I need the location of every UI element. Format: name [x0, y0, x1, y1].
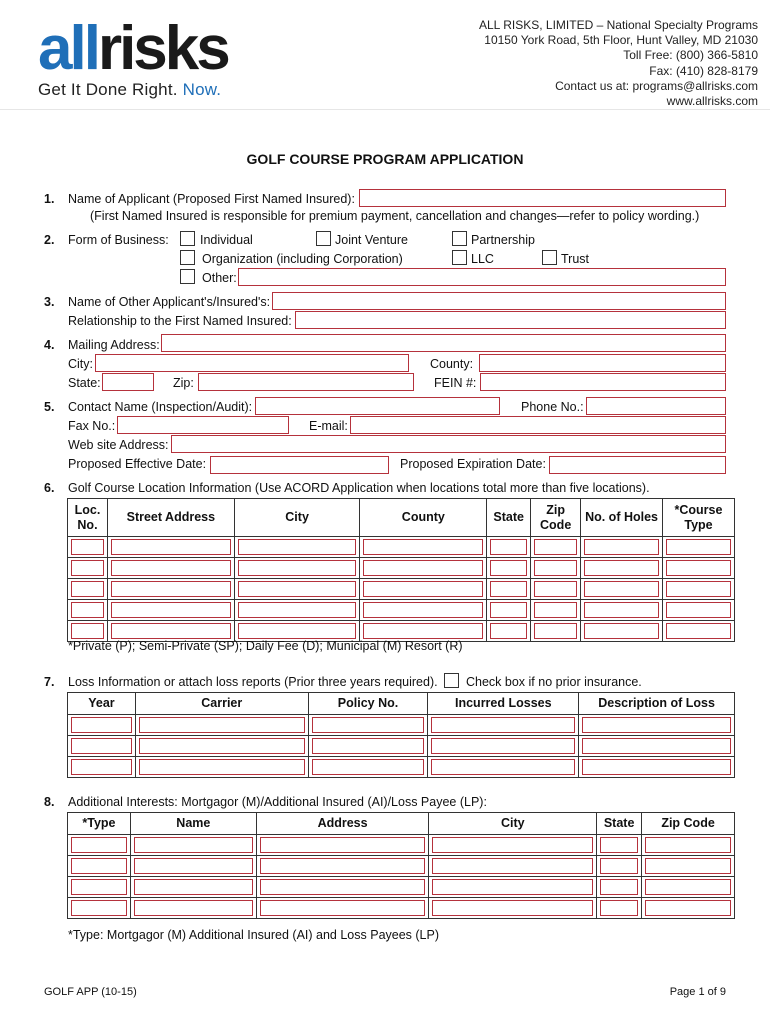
table-cell-field[interactable] [238, 581, 357, 597]
table-cell [360, 558, 487, 579]
table-cell-field[interactable] [134, 837, 253, 853]
table-cell [662, 537, 734, 558]
location-table [67, 498, 735, 642]
table-cell-field[interactable] [645, 879, 731, 895]
table-cell-field[interactable] [71, 879, 127, 895]
table-cell [581, 558, 663, 579]
form-number: GOLF APP (10-15) [44, 986, 137, 998]
table-cell-field[interactable] [71, 759, 132, 775]
table-row [68, 579, 735, 600]
table-cell [429, 898, 597, 919]
table-cell-field[interactable] [363, 560, 483, 576]
table-cell-field[interactable] [666, 602, 731, 618]
s6-number: 6. [44, 481, 55, 495]
individual-label: Individual [200, 233, 253, 247]
table-cell-field[interactable] [134, 858, 253, 874]
col-loc-no: Loc. No. [68, 499, 108, 537]
email-field[interactable] [350, 416, 726, 434]
table-cell-field[interactable] [238, 602, 357, 618]
table-cell [256, 856, 429, 877]
logo-all: all [38, 14, 98, 83]
table-cell [487, 558, 531, 579]
table-cell-field[interactable] [490, 581, 527, 597]
table-cell [234, 579, 360, 600]
zip-field[interactable] [198, 373, 414, 391]
table-cell [234, 600, 360, 621]
col-ai-zip-code: Zip Code [642, 813, 735, 835]
table-cell-field[interactable] [111, 581, 231, 597]
table-row [68, 877, 735, 898]
table-cell-field[interactable] [432, 900, 593, 916]
table-cell-field[interactable] [582, 738, 731, 754]
applicant-name-field[interactable] [359, 189, 726, 207]
zip-label: Zip: [173, 376, 194, 390]
table-row [68, 856, 735, 877]
table-cell [487, 600, 531, 621]
table-cell-field[interactable] [71, 900, 127, 916]
table-cell-field[interactable] [71, 717, 132, 733]
s2-label: Form of Business: [68, 233, 169, 247]
table-cell [429, 877, 597, 898]
s2-number: 2. [44, 233, 55, 247]
table-cell-field[interactable] [139, 738, 305, 754]
table-cell [68, 600, 108, 621]
table-cell [256, 835, 429, 856]
table-cell-field[interactable] [645, 837, 731, 853]
table-cell [579, 715, 735, 736]
s8-number: 8. [44, 795, 55, 809]
s4-number: 4. [44, 338, 55, 352]
joint-venture-checkbox[interactable] [316, 231, 331, 246]
table-cell-field[interactable] [490, 623, 527, 639]
table-cell-field[interactable] [363, 602, 483, 618]
table-cell [130, 835, 256, 856]
allrisks-logo [38, 14, 228, 100]
table-cell [360, 600, 487, 621]
col-address: Address [256, 813, 429, 835]
s7-label: Loss Information or attach loss reports (Prior three years required). [68, 675, 438, 689]
table-cell-field[interactable] [312, 717, 425, 733]
table-cell [68, 715, 136, 736]
table-cell-field[interactable] [363, 581, 483, 597]
table-cell [68, 736, 136, 757]
table-cell [581, 537, 663, 558]
table-cell-field[interactable] [238, 623, 357, 639]
email-label: E-mail: [309, 419, 348, 433]
effective-date-label: Proposed Effective Date: [68, 457, 207, 471]
table-cell [581, 621, 663, 642]
table-cell-field[interactable] [71, 837, 127, 853]
col-ai-state: State [597, 813, 642, 835]
logo-tagline: Get It Done Right. [38, 80, 178, 99]
s5-number: 5. [44, 400, 55, 414]
table-cell-field[interactable] [71, 738, 132, 754]
table-row [68, 835, 735, 856]
table-row [68, 898, 735, 919]
table-cell [130, 898, 256, 919]
col-city: City [234, 499, 360, 537]
table-cell-field[interactable] [111, 539, 231, 555]
table-cell [662, 579, 734, 600]
company-address: 10150 York Road, 5th Floor, Hunt Valley, MD 21030 [484, 33, 758, 48]
other-applicants-field[interactable] [272, 292, 726, 310]
table-cell-field[interactable] [260, 879, 426, 895]
table-cell-field[interactable] [111, 602, 231, 618]
trust-label: Trust [561, 252, 590, 266]
phone-label: Phone No.: [521, 400, 584, 414]
table-cell [68, 856, 131, 877]
website-field[interactable] [171, 435, 726, 453]
table-cell [579, 736, 735, 757]
table-cell [531, 621, 581, 642]
table-row [68, 757, 735, 778]
table-cell [256, 877, 429, 898]
table-cell-field[interactable] [71, 560, 104, 576]
col-year: Year [68, 693, 136, 715]
table-cell-field[interactable] [260, 900, 426, 916]
table-cell [429, 856, 597, 877]
table-cell [68, 877, 131, 898]
city-label: City: [68, 357, 93, 371]
table-cell [308, 736, 428, 757]
table-cell [68, 579, 108, 600]
table-cell-field[interactable] [490, 539, 527, 555]
fax-label: Fax No.: [68, 419, 116, 433]
letterhead [0, 0, 770, 110]
table-cell-field[interactable] [71, 623, 104, 639]
table-cell-field[interactable] [260, 837, 426, 853]
table-cell-field[interactable] [260, 858, 426, 874]
company-website: www.allrisks.com [666, 94, 758, 109]
table-cell-field[interactable] [666, 539, 731, 555]
mailing-address-label: Mailing Address: [68, 338, 160, 352]
mailing-address-field[interactable] [161, 334, 726, 352]
table-cell [234, 537, 360, 558]
table-cell [68, 558, 108, 579]
table-cell-field[interactable] [363, 539, 483, 555]
table-row [68, 537, 735, 558]
table-cell [360, 579, 487, 600]
table-cell-field[interactable] [111, 623, 231, 639]
loss-rows [68, 715, 735, 778]
table-cell-field[interactable] [666, 581, 731, 597]
table-cell [662, 558, 734, 579]
table-cell-field[interactable] [111, 560, 231, 576]
table-cell [642, 856, 735, 877]
table-cell-field[interactable] [432, 858, 593, 874]
table-cell-field[interactable] [71, 858, 127, 874]
table-cell-field[interactable] [139, 717, 305, 733]
individual-checkbox[interactable] [180, 231, 195, 246]
col-street-address: Street Address [107, 499, 234, 537]
table-cell [308, 757, 428, 778]
table-cell-field[interactable] [71, 602, 104, 618]
table-cell [135, 736, 308, 757]
joint-venture-label: Joint Venture [335, 233, 408, 247]
table-cell [597, 835, 642, 856]
table-cell-field[interactable] [71, 539, 104, 555]
table-cell [531, 537, 581, 558]
col-ai-city: City [429, 813, 597, 835]
table-cell-field[interactable] [645, 900, 731, 916]
other-business-field[interactable] [238, 268, 726, 286]
trust-checkbox[interactable] [542, 250, 557, 265]
fein-field[interactable] [480, 373, 726, 391]
s1-note: (First Named Insured is responsible for premium payment, cancellation and changes—refer to policy wording.) [90, 209, 700, 223]
no-prior-insurance-checkbox[interactable] [444, 673, 459, 688]
table-cell [360, 537, 487, 558]
expiration-date-label: Proposed Expiration Date: [400, 457, 546, 471]
table-cell [531, 579, 581, 600]
additional-interests-table [67, 812, 735, 919]
city-field[interactable] [95, 354, 409, 372]
col-name: Name [130, 813, 256, 835]
table-cell [68, 757, 136, 778]
col-type: *Type [68, 813, 131, 835]
table-cell [107, 558, 234, 579]
table-cell-field[interactable] [584, 539, 659, 555]
table-cell [428, 715, 579, 736]
table-cell-field[interactable] [490, 602, 527, 618]
table-cell [487, 621, 531, 642]
contact-email: Contact us at: programs@allrisks.com [555, 78, 758, 93]
table-cell-field[interactable] [431, 759, 575, 775]
table-cell [597, 898, 642, 919]
table-cell [107, 537, 234, 558]
county-field[interactable] [479, 354, 726, 372]
other-label: Other: [202, 271, 237, 285]
other-checkbox[interactable] [180, 269, 195, 284]
table-cell-field[interactable] [432, 879, 593, 895]
logo-risks: risks [97, 14, 228, 83]
table-cell [579, 757, 735, 778]
table-cell-field[interactable] [134, 900, 253, 916]
contact-name-label: Contact Name (Inspection/Audit): [68, 400, 253, 414]
table-cell-field[interactable] [238, 539, 357, 555]
page-title: GOLF COURSE PROGRAM APPLICATION [246, 151, 524, 167]
company-contact-block [479, 18, 758, 109]
table-cell [107, 579, 234, 600]
no-prior-insurance-label: Check box if no prior insurance. [466, 675, 642, 689]
table-cell [428, 757, 579, 778]
contact-name-field[interactable] [255, 397, 500, 415]
col-course-type: *Course Type [662, 499, 734, 537]
table-cell-field[interactable] [666, 560, 731, 576]
table-cell [581, 600, 663, 621]
table-cell [428, 736, 579, 757]
organization-label: Organization (including Corporation) [202, 252, 403, 266]
table-row [68, 600, 735, 621]
relationship-field[interactable] [295, 311, 726, 329]
relationship-label: Relationship to the First Named Insured: [68, 314, 292, 328]
table-cell [597, 877, 642, 898]
table-cell [487, 579, 531, 600]
table-cell [68, 537, 108, 558]
col-incurred-losses: Incurred Losses [428, 693, 579, 715]
table-cell-field[interactable] [534, 623, 577, 639]
s7-number: 7. [44, 675, 55, 689]
s1-number: 1. [44, 192, 55, 206]
effective-date-field[interactable] [210, 456, 389, 474]
table-cell [256, 898, 429, 919]
fax-field[interactable] [117, 416, 289, 434]
s3-number: 3. [44, 295, 55, 309]
table-cell-field[interactable] [600, 879, 638, 895]
col-no-of-holes: No. of Holes [581, 499, 663, 537]
table-cell-field[interactable] [431, 738, 575, 754]
table-row [68, 715, 735, 736]
s6-label: Golf Course Location Information (Use ACORD Application when locations total more than five locations). [68, 481, 650, 495]
table-cell [642, 835, 735, 856]
table-cell-field[interactable] [71, 581, 104, 597]
table-cell-field[interactable] [431, 717, 575, 733]
table-cell-field[interactable] [139, 759, 305, 775]
table-cell [107, 600, 234, 621]
page-number: Page 1 of 9 [669, 986, 726, 998]
s6-note: *Private (P); Semi-Private (SP); Daily Fee (D); Municipal (M) Resort (R) [68, 639, 463, 653]
organization-checkbox[interactable] [180, 250, 195, 265]
table-cell [234, 558, 360, 579]
toll-free: Toll Free: (800) 366-5810 [623, 48, 758, 63]
state-field[interactable] [102, 373, 154, 391]
table-cell [487, 537, 531, 558]
col-state: State [487, 499, 531, 537]
table-cell-field[interactable] [432, 837, 593, 853]
county-label: County: [430, 357, 474, 371]
s1-label: Name of Applicant (Proposed First Named Insured): [68, 192, 355, 206]
table-cell-field[interactable] [534, 560, 577, 576]
table-cell-field[interactable] [584, 602, 659, 618]
table-cell-field[interactable] [534, 539, 577, 555]
table-cell-field[interactable] [582, 717, 731, 733]
s8-label: Additional Interests: Mortgagor (M)/Additional Insured (AI)/Loss Payee (LP): [68, 795, 487, 809]
table-cell [581, 579, 663, 600]
col-county: County [360, 499, 487, 537]
table-cell-field[interactable] [134, 879, 253, 895]
col-description-of-loss: Description of Loss [579, 693, 735, 715]
loss-table [67, 692, 735, 778]
table-cell-field[interactable] [534, 581, 577, 597]
llc-label: LLC [471, 252, 494, 266]
table-cell-field[interactable] [363, 623, 483, 639]
table-cell-field[interactable] [312, 738, 425, 754]
table-cell [68, 898, 131, 919]
table-cell-field[interactable] [584, 581, 659, 597]
table-cell [135, 757, 308, 778]
table-cell [130, 856, 256, 877]
table-cell [597, 856, 642, 877]
partnership-checkbox[interactable] [452, 231, 467, 246]
table-cell [429, 835, 597, 856]
location-rows [68, 537, 735, 642]
table-cell-field[interactable] [490, 560, 527, 576]
col-policy-no: Policy No. [308, 693, 428, 715]
table-cell [130, 877, 256, 898]
partnership-label: Partnership [471, 233, 535, 247]
table-cell [642, 877, 735, 898]
table-cell-field[interactable] [645, 858, 731, 874]
table-cell [308, 715, 428, 736]
table-cell [662, 600, 734, 621]
phone-field[interactable] [586, 397, 726, 415]
table-row [68, 736, 735, 757]
table-cell [642, 898, 735, 919]
llc-checkbox[interactable] [452, 250, 467, 265]
company-name: ALL RISKS, LIMITED – National Specialty Programs [479, 18, 758, 32]
table-cell-field[interactable] [238, 560, 357, 576]
table-cell [135, 715, 308, 736]
table-cell-field[interactable] [584, 623, 659, 639]
table-row [68, 558, 735, 579]
fein-label: FEIN #: [434, 376, 477, 390]
s3-label: Name of Other Applicant's/Insured's: [68, 295, 271, 309]
table-cell-field[interactable] [584, 560, 659, 576]
table-cell [68, 835, 131, 856]
table-cell-field[interactable] [600, 858, 638, 874]
table-cell-field[interactable] [582, 759, 731, 775]
expiration-date-field[interactable] [549, 456, 726, 474]
table-cell-field[interactable] [600, 837, 638, 853]
s8-note: *Type: Mortgagor (M) Additional Insured (AI) and Loss Payees (LP) [68, 928, 440, 942]
additional-interest-rows [68, 835, 735, 919]
col-zip-code: Zip Code [531, 499, 581, 537]
table-cell-field[interactable] [312, 759, 425, 775]
table-cell-field[interactable] [600, 900, 638, 916]
website-label: Web site Address: [68, 438, 169, 452]
logo-now: Now. [182, 80, 222, 99]
table-cell [662, 621, 734, 642]
fax-number: Fax: (410) 828-8179 [649, 63, 758, 78]
table-cell-field[interactable] [666, 623, 731, 639]
col-carrier: Carrier [135, 693, 308, 715]
table-cell [531, 558, 581, 579]
table-cell [531, 600, 581, 621]
table-cell-field[interactable] [534, 602, 577, 618]
state-label: State: [68, 376, 101, 390]
